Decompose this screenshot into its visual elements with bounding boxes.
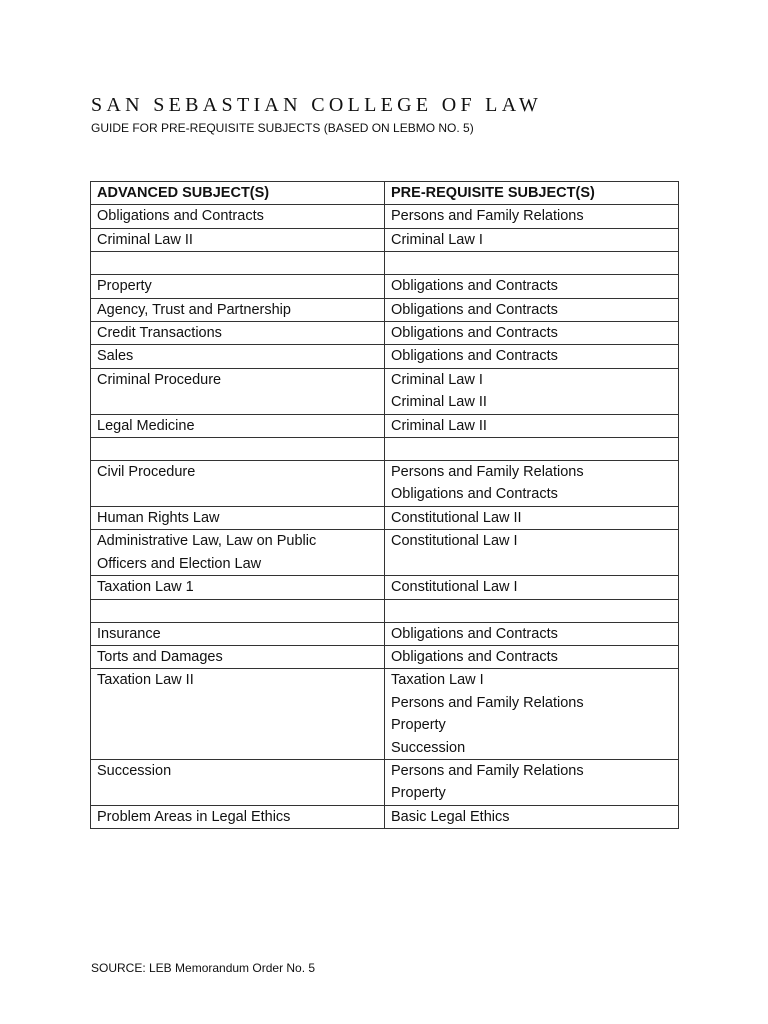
prerequisite-subject-cell <box>385 322 679 345</box>
advanced-subject: Agency, Trust and Partnership <box>97 301 291 318</box>
table-row <box>91 669 679 760</box>
advanced-subject-cell <box>91 368 385 414</box>
table-row <box>91 622 679 645</box>
prerequisite-subject-cell <box>385 759 679 805</box>
advanced-subject-cell <box>91 506 385 529</box>
advanced-subject-cell <box>91 438 385 461</box>
prerequisite-subject: Criminal Law II <box>391 394 487 411</box>
prerequisite-subject: Property <box>391 785 446 802</box>
advanced-subject: Torts and Damages <box>97 648 223 665</box>
page-subtitle: GUIDE FOR PRE-REQUISITE SUBJECTS (BASED ON LEBMO NO. 5) <box>91 121 474 135</box>
advanced-subject-cell <box>91 345 385 368</box>
table-row <box>91 759 679 805</box>
prerequisite-subject: Obligations and Contracts <box>391 648 558 665</box>
advanced-subject-cell <box>91 759 385 805</box>
advanced-subject-cell <box>91 414 385 437</box>
advanced-subject: Succession <box>97 762 172 779</box>
advanced-subject: Problem Areas in Legal Ethics <box>97 808 291 825</box>
advanced-subject: Insurance <box>97 625 161 642</box>
advanced-subject-cell <box>91 275 385 298</box>
advanced-subject: Human Rights Law <box>97 509 220 526</box>
table-row <box>91 438 679 461</box>
table-row <box>91 368 679 414</box>
advanced-subject-cell <box>91 645 385 668</box>
advanced-subject-cell <box>91 228 385 251</box>
advanced-subject: Criminal Law II <box>97 231 193 248</box>
advanced-subject-cell <box>91 576 385 599</box>
prerequisite-subject-cell <box>385 645 679 668</box>
table-row <box>91 414 679 437</box>
advanced-subject-cell <box>91 599 385 622</box>
prerequisite-subject: Constitutional Law II <box>391 509 522 526</box>
prerequisite-subject: Succession <box>391 739 466 756</box>
advanced-subject-cell <box>91 252 385 275</box>
prerequisite-subject: Obligations and Contracts <box>391 278 558 295</box>
advanced-subject: Administrative Law, Law on Public <box>97 533 317 550</box>
prerequisite-subject-cell <box>385 805 679 828</box>
prerequisite-subject-cell <box>385 252 679 275</box>
prerequisite-subject-cell <box>385 576 679 599</box>
prerequisite-subject-cell <box>385 345 679 368</box>
advanced-subject: Taxation Law II <box>97 672 194 689</box>
table-row <box>91 252 679 275</box>
prerequisite-subject: Persons and Family Relations <box>391 208 584 225</box>
prerequisite-subject-cell <box>385 461 679 507</box>
prerequisite-subject: Persons and Family Relations <box>391 694 584 711</box>
table-row <box>91 576 679 599</box>
prerequisite-subject: Taxation Law I <box>391 672 484 689</box>
advanced-subject: Civil Procedure <box>97 464 196 481</box>
prerequisite-subject: Criminal Law II <box>391 417 487 434</box>
table-row <box>91 298 679 321</box>
prerequisite-subject: Obligations and Contracts <box>391 486 558 503</box>
prerequisite-subject: Criminal Law I <box>391 231 483 248</box>
prerequisite-subject: Obligations and Contracts <box>391 348 558 365</box>
table-row <box>91 506 679 529</box>
advanced-subject-cell <box>91 669 385 760</box>
prerequisite-subject: Property <box>391 717 446 734</box>
advanced-subject-cell <box>91 461 385 507</box>
table-row <box>91 228 679 251</box>
prerequisite-subject-cell <box>385 205 679 228</box>
advanced-subject: Sales <box>97 348 134 365</box>
table-row <box>91 461 679 507</box>
source-note: SOURCE: LEB Memorandum Order No. 5 <box>91 961 316 975</box>
prerequisite-subject-cell <box>385 622 679 645</box>
advanced-subject-cell <box>91 622 385 645</box>
table-row <box>91 645 679 668</box>
prerequisite-subject: Persons and Family Relations <box>391 762 584 779</box>
advanced-subject: Criminal Procedure <box>97 371 222 388</box>
prerequisite-subject-cell <box>385 275 679 298</box>
advanced-subject-cell <box>91 805 385 828</box>
advanced-subject: Credit Transactions <box>97 325 222 342</box>
page-title: SAN SEBASTIAN COLLEGE OF LAW <box>91 94 543 116</box>
prerequisite-subject: Obligations and Contracts <box>391 301 558 318</box>
advanced-subject: Legal Medicine <box>97 417 195 434</box>
prerequisite-subject: Obligations and Contracts <box>391 625 558 642</box>
advanced-subject-cell <box>91 530 385 576</box>
column-header-prerequisite: PRE-REQUISITE SUBJECT(S) <box>385 182 679 205</box>
table-row <box>91 805 679 828</box>
prerequisite-subject: Criminal Law I <box>391 371 483 388</box>
table-body <box>91 205 679 829</box>
advanced-subject-cell <box>91 298 385 321</box>
prerequisite-subject-cell <box>385 669 679 760</box>
advanced-subject-cell <box>91 205 385 228</box>
prerequisite-subject-cell <box>385 438 679 461</box>
prerequisite-subject: Persons and Family Relations <box>391 464 584 481</box>
prerequisite-subject: Constitutional Law I <box>391 533 518 550</box>
table-row <box>91 205 679 228</box>
advanced-subject: Taxation Law 1 <box>97 579 194 596</box>
advanced-subject: Obligations and Contracts <box>97 208 264 225</box>
prerequisite-subject-cell <box>385 368 679 414</box>
table-header-row <box>91 182 679 205</box>
prerequisite-subject-cell <box>385 530 679 576</box>
prerequisite-subject-cell <box>385 506 679 529</box>
table-row <box>91 345 679 368</box>
prerequisite-subject-cell <box>385 414 679 437</box>
column-header-advanced: ADVANCED SUBJECT(S) <box>91 182 385 205</box>
table-row <box>91 599 679 622</box>
table-row <box>91 275 679 298</box>
prerequisite-table <box>90 181 679 829</box>
advanced-subject: Property <box>97 278 152 295</box>
table-row <box>91 322 679 345</box>
prerequisite-subject: Constitutional Law I <box>391 579 518 596</box>
prerequisite-subject-cell <box>385 228 679 251</box>
advanced-subject: Officers and Election Law <box>97 555 262 572</box>
table-row <box>91 530 679 576</box>
prerequisite-subject: Obligations and Contracts <box>391 325 558 342</box>
advanced-subject-cell <box>91 322 385 345</box>
prerequisite-subject-cell <box>385 599 679 622</box>
prerequisite-subject: Basic Legal Ethics <box>391 808 510 825</box>
prerequisite-subject-cell <box>385 298 679 321</box>
